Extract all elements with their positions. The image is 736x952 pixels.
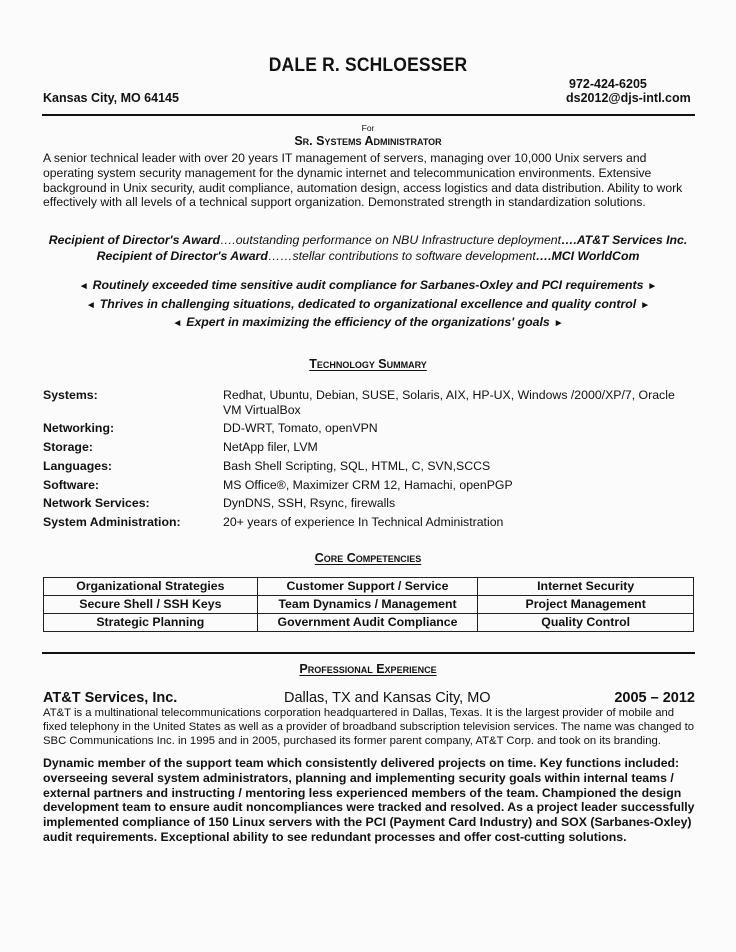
competency-cell: Government Audit Compliance bbox=[257, 614, 478, 632]
job-summary-line: Dynamic member of the support team which consistently delivered projects on time. Key functions included: bbox=[43, 756, 680, 770]
candidate-phone: 972-424-6205 bbox=[569, 77, 647, 91]
awards-list bbox=[30, 232, 706, 264]
right-triangle-icon: ► bbox=[640, 299, 651, 311]
left-triangle-icon: ◄ bbox=[85, 299, 96, 311]
professional-summary bbox=[43, 151, 693, 210]
tech-label: System Administration: bbox=[43, 515, 181, 530]
highlight-item bbox=[30, 314, 706, 333]
professional-experience-heading: Professional Experience bbox=[299, 662, 437, 676]
candidate-city: Kansas City, MO 64145 bbox=[43, 91, 179, 105]
highlight-text: Thrives in challenging situations, dedicated to organizational excellence and quality control bbox=[99, 296, 637, 311]
job-location: Dallas, TX and Kansas City, MO bbox=[284, 690, 491, 706]
table-row bbox=[44, 614, 694, 632]
core-competencies-heading: Core Competencies bbox=[314, 551, 422, 565]
highlight-item bbox=[30, 296, 706, 315]
table-row bbox=[44, 578, 694, 596]
experience-divider bbox=[42, 652, 695, 654]
competency-cell: Customer Support / Service bbox=[257, 578, 478, 596]
award-org: ….MCI WorldCom bbox=[535, 249, 640, 263]
competency-cell: Team Dynamics / Management bbox=[257, 596, 478, 614]
award-item bbox=[30, 232, 706, 248]
tech-value: Redhat, Ubuntu, Debian, SUSE, Solaris, AIX, HP-UX, Windows /2000/XP/7, Oracle VM VirtualBox bbox=[223, 388, 675, 417]
candidate-name: DALE R. SCHLOESSER bbox=[268, 55, 468, 76]
tech-value: NetApp filer, LVM bbox=[223, 440, 318, 455]
job-header bbox=[43, 690, 695, 708]
competency-cell: Internet Security bbox=[478, 578, 694, 596]
tech-label: Storage: bbox=[43, 440, 93, 455]
job-summary-line: audit requirements. Exceptional ability to see redundant processes and offer cost-cutting solutions. bbox=[43, 829, 627, 844]
right-triangle-icon: ► bbox=[647, 281, 658, 292]
tech-value: Bash Shell Scripting, SQL, HTML, C, SVN,SCCS bbox=[223, 458, 491, 473]
target-position-title: Sr. Systems Administrator bbox=[294, 134, 442, 148]
award-detail: ….outstanding performance on NBU Infrastructure deployment bbox=[219, 233, 562, 247]
left-triangle-icon: ◄ bbox=[172, 318, 183, 329]
summary-line: A senior technical leader with over 20 years IT management of servers, managing over 10,000 Unix servers and bbox=[43, 151, 647, 165]
highlight-text: Expert in maximizing the efficiency of the organizations' goals bbox=[186, 315, 550, 329]
tech-row bbox=[43, 440, 693, 455]
tech-row bbox=[43, 421, 693, 436]
competency-cell: Project Management bbox=[478, 596, 694, 614]
award-detail: ……stellar contributions to software development bbox=[267, 249, 536, 263]
highlights-list bbox=[30, 277, 706, 333]
award-org: ….AT&T Services Inc. bbox=[561, 233, 688, 247]
tech-label: Network Services: bbox=[43, 496, 150, 511]
award-title: Recipient of Director's Award bbox=[48, 233, 220, 247]
competency-cell: Strategic Planning bbox=[44, 614, 258, 632]
technology-summary-list bbox=[43, 388, 693, 534]
tech-label: Systems: bbox=[43, 388, 98, 402]
summary-line: operating system security management for the dynamic internet and telecommunication environments. Extensive bbox=[43, 165, 652, 180]
job-summary-line: external partners and instructing / mentoring less experienced members of the team. Championed the design bbox=[43, 785, 682, 800]
tech-label: Software: bbox=[43, 477, 100, 492]
tech-row bbox=[43, 388, 693, 417]
tech-row bbox=[43, 515, 693, 530]
tech-row bbox=[43, 459, 693, 474]
highlight-text: Routinely exceeded time sensitive audit compliance for Sarbanes-Oxley and PCI requirements bbox=[92, 278, 644, 292]
tech-value: 20+ years of experience In Technical Administration bbox=[223, 515, 504, 530]
competency-cell: Quality Control bbox=[478, 614, 694, 632]
tech-row bbox=[43, 496, 693, 511]
competency-cell: Organizational Strategies bbox=[44, 578, 258, 596]
summary-line: effectively with all levels of a technical support organization. Demonstrated strength in standardization solutions. bbox=[43, 195, 646, 210]
job-summary-line: development team to ensure audit noncompliances were tracked and resolved. As a project leader successfully bbox=[43, 800, 695, 815]
core-competencies-table bbox=[43, 577, 694, 632]
company-description bbox=[43, 707, 703, 748]
candidate-email: ds2012@djs-intl.com bbox=[566, 91, 691, 105]
description-line: fixed telephony in the United States as well as a provider of broadband subscription television services. The name was changed to bbox=[43, 720, 694, 733]
left-triangle-icon: ◄ bbox=[78, 281, 89, 292]
award-title: Recipient of Director's Award bbox=[96, 249, 268, 263]
tech-label: Languages: bbox=[43, 458, 113, 473]
tech-value: MS Office®, Maximizer CRM 12, Hamachi, openPGP bbox=[223, 477, 513, 492]
tech-value: DD-WRT, Tomato, openVPN bbox=[223, 421, 378, 436]
highlight-item bbox=[30, 277, 706, 296]
job-summary-line: overseeing several system administrators, planning and implementing security goals within internal teams / bbox=[43, 770, 674, 785]
summary-line: background in Unix security, audit compliance, automation design, access logistics and data distribution. Ability to work bbox=[43, 180, 683, 195]
job-dates: 2005 – 2012 bbox=[614, 690, 695, 706]
description-line: AT&T is a multinational telecommunications corporation headquartered in Dallas, Texas. It is the largest provider of mobile and bbox=[43, 707, 675, 719]
job-summary bbox=[43, 756, 703, 845]
award-item bbox=[30, 248, 706, 264]
job-company: AT&T Services, Inc. bbox=[43, 690, 178, 706]
header-divider bbox=[42, 114, 695, 116]
tech-row bbox=[43, 478, 693, 493]
job-summary-line: implemented compliance of 150 Linux servers with the PCI (Payment Card Industry) and SOX (Sarbanes-Oxley) bbox=[43, 815, 692, 830]
right-triangle-icon: ► bbox=[553, 318, 564, 329]
description-line: SBC Communications Inc. in 1995 and in 2005, purchased its former parent company, AT&T Corp. and took on its branding. bbox=[43, 734, 661, 747]
competency-cell: Secure Shell / SSH Keys bbox=[44, 596, 258, 614]
tech-value: DynDNS, SSH, Rsync, firewalls bbox=[223, 496, 396, 511]
tech-label: Networking: bbox=[43, 421, 115, 436]
for-label: For bbox=[361, 123, 375, 133]
technology-summary-heading: Technology Summary bbox=[309, 357, 427, 371]
table-row bbox=[44, 596, 694, 614]
